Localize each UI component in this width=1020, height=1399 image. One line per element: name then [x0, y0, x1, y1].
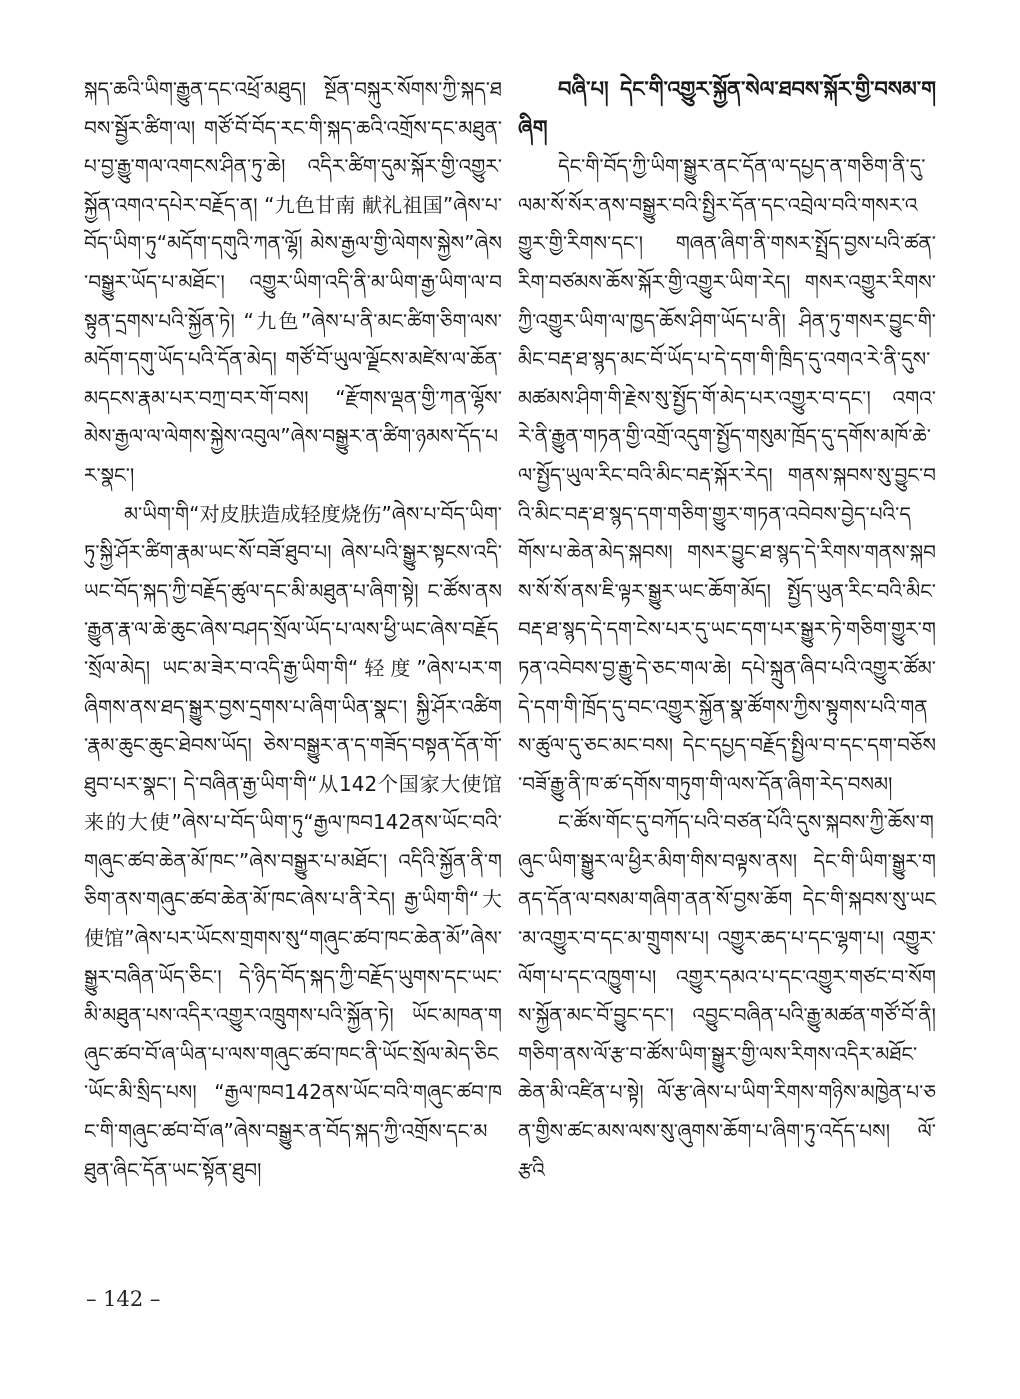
section-heading: བཞི་པ། དེང་གི་འགྱུར་སྐྱོན་སེལ་ཐབས་སྐོར་གྱི་བསམ་གཞིག [518, 77, 936, 140]
left-column [84, 70, 502, 1189]
body-paragraph: ང་ཚོས་གོང་དུ་བཀོད་པའི་བཙན་པོའི་དུས་སྐབས་ཀྱི་ཆོས་གཞུང་ཡིག་སྒྱུར་ལ་ཕྱིར་མིག་གིས་བལྟས་ནས། དེང་གི་ཡིག་སྒྱུར་གནད་དོན་ལ་བསམ་གཞིག་ནན་སོ་བྱས་ཆོག དེང་གི་སྐབས་སུ་ཡང་མ་འགྱུར་བ་དང་མ་གྲུགས་པ། འགྱུར་ཆད་པ་དང་ལྷག་པ། འགྱུར་ལོག་པ་དང་འཁྱུག་པ། འགྱུར་དམའ་པ་དང་འགྱུར་གཙང་བ་སོགས་སྐྱོན་མང་བོ་བྱུང་དང་། འབྱུང་བཞིན་པའི་རྒྱུ་མཚན་གཙོ་བོ་ནི། གཅིག་ནས་ལོ་རྩ་བ་ཚོས་ཡིག་སྒྱུར་གྱི་ལས་རིགས་འདིར་མཐོང་ཆེན་མི་འཛིན་པ་སྟེ། ལོ་རྩ་ཞེས་པ་ཡིག་རིགས་གཉིས་མཁྱེན་པ་ཅན་གྱིས་ཚང་མས་ལས་སུ་ཞུགས་ཆོག་པ་ཞིག་ཏུ་འདོད་པས། ལོ་རྩའི [518, 810, 936, 1182]
body-paragraph: དེང་གི་བོད་ཀྱི་ཡིག་སྒྱུར་ནང་དོན་ལ་དཔྱད་ན་གཅིག་ནི་དུ་ལམ་སོ་སོར་ནས་བསྒྱུར་བའི་སྤྱིར་དོན་དང་འབྲེལ་བའི་གསར་འགྱུར་གྱི་རིགས་དང་། གཞན་ཞིག་ནི་གསར་སྤྲོད་བྱས་པའི་ཚན་རིག་བཙམས་ཆོས་སྐོར་གྱི་འགྱུར་ཡིག་རེད། གསར་འགྱུར་རིགས་ཀྱི་འགྱུར་ཡིག་ལ་ཁྱད་ཆོས་ཤིག་ཡོད་པ་ནི། ཤིན་ཏུ་གསར་བྱུང་གི་མིང་བརྡ་ཐ་སྙད་མང་བོ་ཡོད་པ་དེ་དག་གི་ཁྲིད་དུ་འགའ་རེ་ནི་དུས་མཚམས་ཤིག་གི་རྗེས་སུ་སྤྱོད་གོ་མེད་པར་འགྱུར་བ་དང་། འགའ་རེ་ནི་རྒྱུན་གཏན་གྱི་འགྲོ་འདུག་སྤྱོད་གསུམ་ཁྲོད་དུ་དགོས་མཁོ་ཆེ་ལ་སྤྱོད་ཡུལ་རིང་བའི་མིང་བརྡ་སྐོར་རེད། གནས་སྐབས་སུ་བྱུང་བའི་མིང་བརྡ་ཐ་སྙད་དག་གཅིག་གྱུར་གཏན་འབེབས་བྱེད་པའི་དགོས་པ་ཆེན་མེད་སྐབས། གསར་བྱུང་ཐ་སྙད་དེ་རིགས་གནས་སྐབས་སོ་སོ་ནས་ཇི་ལྟར་སྒྱུར་ཡང་ཆོག་མོད། སྤྱོད་ཡུན་རིང་བའི་མིང་བརྡ་ཐ་སྙད་དེ་དག་ངེས་པར་དུ་ཡང་དག་པར་སྒྱུར་ཏེ་གཅིག་གྱུར་གཏན་འབེབས་བྱ་རྒྱུ་དེ་ཅང་གལ་ཆེ། དཔེ་སྐྲུན་ཞིབ་པའི་འགྱུར་ཚོམ་དེ་དག་གི་ཁྲོད་དུ་བང་འགྱུར་སྐྱོན་སྣ་ཚོགས་ཀྱིས་སྟུགས་པའི་གནས་ཚུལ་དུ་ཅང་མང་བས། དེང་དཔྱད་བརྗོད་སྤྱིལ་བ་དང་དག་བཅོས་བཟོ་རྒྱུ་ནི་ཁ་ཚ་དགོས་གཏུག་གི་ལས་དོན་ཞིག་རེད་བསམ། [518, 154, 936, 796]
body-paragraph: མ་ཡིག་གི“对皮肤造成轻度烧伤”ཞེས་པ་བོད་ཡིག་ཏུ་སྐྱི་ཤོར་ཚིག་རྣམ་ཡང་སོ་བཟོ་ཐུབ་པ། ཞེས་པའི་སྒྱུར་སྟངས་འདི་ཡང་བོད་སྐད་ཀྱི་བརྗོད་ཚུལ་དང་མི་མཐུན་པ་ཞིག་སྟེ། ང་ཚོས་ནས་རྒྱུན་རྣ་ལ་ཆེ་ཆུང་ཞེས་བཤད་སྲོལ་ཡོད་པ་ལས་ཕྱི་ཡང་ཞེས་བརྗོད་སྲོལ་མེད། ཡང་མ་ཟེར་བ་འདི་རྒྱ་ཡིག་གི“轻度”ཞེས་པར་གཞིགས་ནས་ཐད་སྒྱུར་བྱས་དྲགས་པ་ཞིག་ཡིན་སྣང་། སྐྱི་ཤོར་འཚིག་རྣམ་ཆུང་ཆུང་ཐེབས་ཡོད། ཅེས་བསྒྱུར་ན་ད་གཟོད་བསྟན་དོན་གོ་ཐུབ་པར་སྣང་། དེ་བཞིན་རྒྱ་ཡིག་གི“从142个国家大使馆来的大使”ཞེས་པ་བོད་ཡིག་ཏུ“རྒྱལ་ཁབ142ནས་ཡོང་བའི་གཞུང་ཚབ་ཆེན་མོ་ཁང་”ཞེས་བསྒྱུར་པ་མཐོང་། འདིའི་སྐྱོན་ནི་གཅིག་ནས་གཞུང་ཚབ་ཆེན་མོ་ཁང་ཞེས་པ་ནི་རེད། རྒྱ་ཡིག་གི“大使馆”ཞེས་པར་ཡོངས་གྲགས་སུ“གཞུང་ཚབ་ཁང་ཆེན་མོ”ཞེས་སྒྱུར་བཞིན་ཡོད་ཅིང་། དེ་ཉིད་བོད་སྐད་ཀྱི་བརྗོད་ཡུགས་དང་ཡང་མི་མཐུན་པས་འདིར་འགྱུར་འཁྲུགས་པའི་སྐྱོན་ཏེ། ཡོང་མཁན་གཞུང་ཚབ་བོ་ཞ་ཡིན་པ་ལས་གཞུང་ཚབ་ཁང་ནི་ཡོང་སྲོལ་མེད་ཅིང་ཡོང་མི་སྲིད་པས། “རྒྱལ་ཁབ142ནས་ཡོང་བའི་གཞུང་ཚབ་ཁང་གི་གཞུང་ཚབ་བོ་ཞ”ཞེས་བསྒྱུར་ན་བོད་སྐད་ཀྱི་འགྲོས་དང་མཐུན་ཞིང་དོན་ཡང་སྟོན་ཐུབ། [84, 501, 502, 1182]
right-column [518, 70, 936, 1189]
page-number: – 142 – [86, 1287, 161, 1311]
body-paragraph: སྐད་ཆའི་ཡིག་རྒྱུན་དང་འཕྲོ་མཐུད། སྔོན་བསྐུར་སོགས་ཀྱི་སྐད་ཐབས་སྦྱོར་ཚིག་ལ། གཙོ་བོ་བོད་རང་གི་སྐད་ཆའི་འགྲོས་དང་མཐུན་པ་བྱ་རྒྱུ་གལ་འགངས་ཤིན་ཏུ་ཆེ། འདིར་ཚིག་དུམ་སྐོར་གྱི་འགྱུར་སྐྱོན་འགའ་དཔེར་བརྗོད་ན། “九色甘南 献礼祖国”ཞེས་པ་བོད་ཡིག་ཏུ“མདོག་དགུའི་ཀན་ལྷོ། མེས་རྒྱལ་གྱི་ལེགས་སྐྱེས”ཞེས་བསྒྱུར་ཡོད་པ་མཐོང་། འགྱུར་ཡིག་འདི་ནི་མ་ཡིག་རྒྱ་ཡིག་ལ་བསྟུན་དྲགས་པའི་སྐྱོན་ཏེ། “九色”ཞེས་པ་ནི་མང་ཚིག་ཅིག་ལས་མདོག་དགུ་ཡོད་པའི་དོན་མེད། གཙོ་བོ་ཡུལ་ལྗོངས་མཛེས་ལ་ཆོན་མདངས་རྣམ་པར་བཀྲ་བར་གོ་བས། “རྫོགས་ལྡན་གྱི་ཀན་ལྷོས་མེས་རྒྱལ་ལ་ལེགས་སྐྱེས་འབུལ”ཞེས་བསྒྱུར་ན་ཚིག་ཉམས་དོད་པར་སྣང་། [84, 77, 502, 487]
